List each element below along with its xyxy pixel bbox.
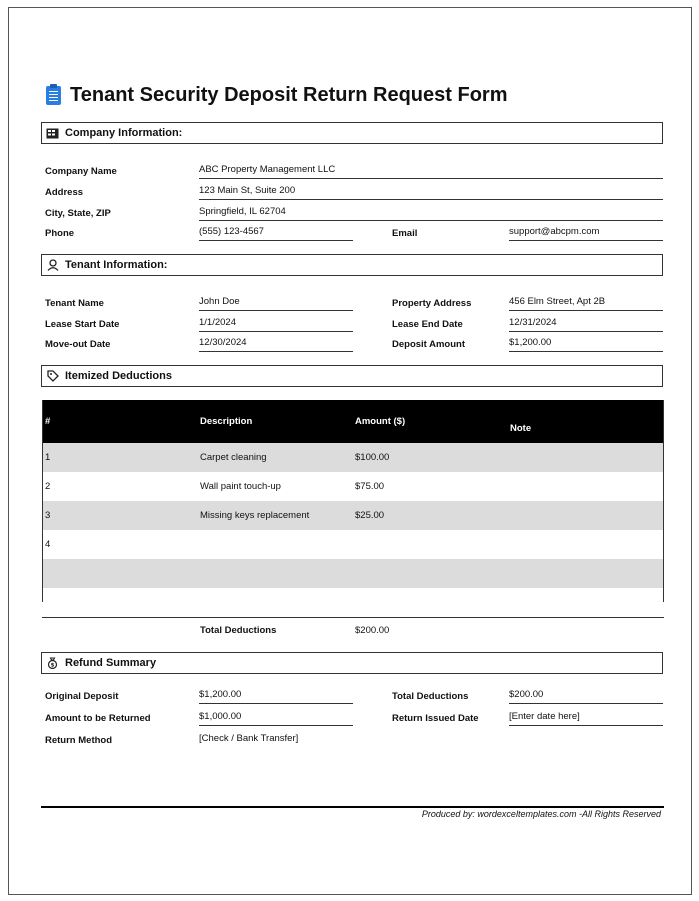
table-row	[42, 501, 664, 530]
row-note[interactable]	[507, 443, 664, 472]
row-note[interactable]	[507, 559, 664, 588]
row-num: 1	[42, 443, 197, 472]
row-description[interactable]	[197, 559, 352, 588]
tenant-section-header	[41, 254, 663, 276]
lease-end-label: Lease End Date	[392, 319, 463, 330]
tag-icon	[46, 371, 59, 382]
row-num	[42, 588, 197, 618]
return-method-label: Return Method	[45, 735, 113, 746]
amount-returned-field[interactable]: $1,000.00	[199, 711, 353, 726]
table-row	[42, 530, 664, 559]
clipboard-icon	[46, 86, 61, 105]
phone-field[interactable]: (555) 123-4567	[199, 226, 353, 241]
tenant-heading: Tenant Information:	[65, 259, 168, 271]
moveout-label: Move-out Date	[45, 339, 111, 350]
email-label: Email	[392, 228, 418, 239]
table-row	[42, 588, 664, 618]
row-note[interactable]	[507, 501, 664, 530]
deductions-section-header	[41, 365, 663, 387]
deductions-heading: Itemized Deductions	[65, 370, 172, 382]
table-row	[42, 443, 664, 472]
col-note-header: Note	[507, 400, 664, 443]
row-amount[interactable]: $75.00	[355, 481, 385, 492]
lease-start-field[interactable]: 1/1/2024	[199, 317, 353, 332]
original-deposit-field[interactable]: $1,200.00	[199, 689, 353, 704]
moveout-field[interactable]: 12/30/2024	[199, 337, 353, 352]
row-amount[interactable]	[352, 559, 507, 588]
refund-section-header	[41, 652, 663, 674]
col-num-header: #	[42, 400, 197, 443]
deposit-amount-field[interactable]: $1,200.00	[509, 337, 663, 352]
email-field[interactable]: support@abcpm.com	[509, 226, 663, 241]
money-bag-icon	[46, 658, 59, 669]
company-heading: Company Information:	[65, 127, 183, 139]
row-note[interactable]	[507, 588, 664, 618]
refund-total-deductions-field[interactable]: $200.00	[509, 689, 663, 704]
row-description[interactable]: Missing keys replacement	[197, 501, 352, 530]
row-note[interactable]	[507, 530, 664, 559]
col-description-header: Description	[197, 400, 352, 443]
property-address-label: Property Address	[392, 298, 472, 309]
footer-credit: Produced by: wordexceltemplates.com -All Rights Reserved	[421, 809, 661, 819]
lease-start-label: Lease Start Date	[45, 319, 120, 330]
total-deductions-label: Total Deductions	[200, 625, 277, 636]
row-description[interactable]	[197, 530, 352, 559]
tenant-name-label: Tenant Name	[45, 298, 104, 309]
table-row	[42, 472, 664, 501]
footer-divider	[41, 806, 664, 808]
city-label: City, State, ZIP	[45, 208, 111, 219]
person-icon	[46, 260, 59, 271]
svg-text:$: $	[50, 662, 55, 669]
row-description[interactable]: Wall paint touch-up	[200, 481, 281, 492]
original-deposit-label: Original Deposit	[45, 691, 119, 702]
row-note[interactable]	[507, 472, 664, 501]
property-address-field[interactable]: 456 Elm Street, Apt 2B	[509, 296, 663, 311]
page-title	[46, 84, 507, 107]
row-num	[42, 559, 197, 588]
phone-label: Phone	[45, 228, 75, 239]
address-field[interactable]: 123 Main St, Suite 200	[199, 185, 663, 200]
refund-heading: Refund Summary	[65, 657, 157, 669]
row-amount[interactable]: $100.00	[352, 443, 507, 472]
company-name-label: Company Name	[45, 166, 117, 177]
row-amount[interactable]	[352, 588, 507, 618]
row-description[interactable]	[197, 588, 352, 618]
city-field[interactable]: Springfield, IL 62704	[199, 206, 663, 221]
title-text: Tenant Security Deposit Return Request Form	[70, 84, 508, 106]
row-num: 2	[45, 481, 51, 492]
building-icon	[46, 128, 59, 139]
company-name-field[interactable]: ABC Property Management LLC	[199, 164, 663, 179]
total-deductions-value: $200.00	[355, 625, 390, 636]
table-row	[42, 559, 664, 588]
address-label: Address	[45, 187, 84, 198]
row-num: 4	[45, 539, 51, 550]
return-issued-date-label: Return Issued Date	[392, 713, 479, 724]
deductions-table	[42, 400, 664, 618]
deposit-amount-label: Deposit Amount	[392, 339, 466, 350]
lease-end-field[interactable]: 12/31/2024	[509, 317, 663, 332]
refund-total-deductions-label: Total Deductions	[392, 691, 469, 702]
row-amount[interactable]	[352, 530, 507, 559]
return-issued-date-field[interactable]: [Enter date here]	[509, 711, 663, 726]
table-header-row	[42, 400, 664, 443]
company-section-header	[41, 122, 663, 144]
row-num: 3	[42, 501, 197, 530]
row-description[interactable]: Carpet cleaning	[197, 443, 352, 472]
row-amount[interactable]: $25.00	[352, 501, 507, 530]
tenant-name-field[interactable]: John Doe	[199, 296, 353, 311]
return-method-field[interactable]: [Check / Bank Transfer]	[199, 733, 299, 744]
col-amount-header: Amount ($)	[352, 400, 507, 443]
amount-returned-label: Amount to be Returned	[45, 713, 151, 724]
